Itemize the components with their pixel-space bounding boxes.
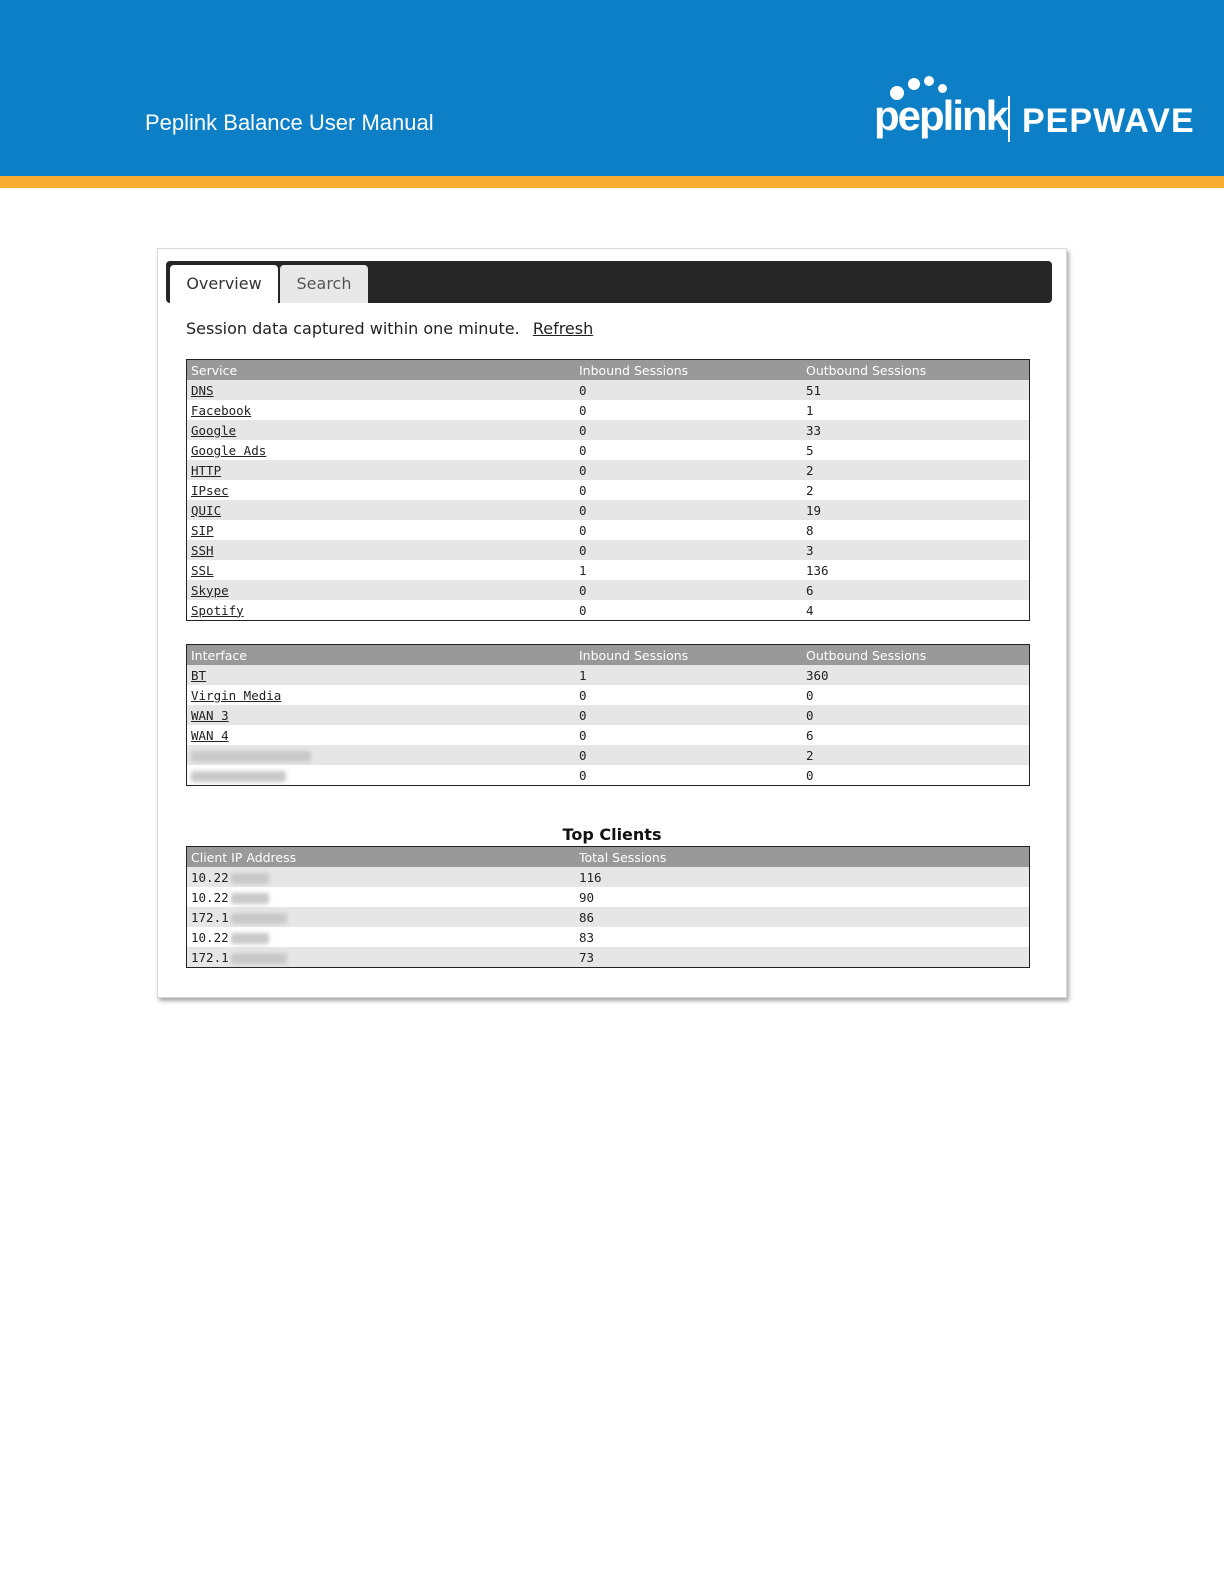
table-row: [187, 765, 1030, 786]
manual-title: Peplink Balance User Manual: [145, 110, 434, 135]
cell: 0: [575, 745, 802, 765]
table-row: [187, 560, 1030, 580]
cell: 0: [575, 600, 802, 621]
table-row: [187, 745, 1030, 765]
service-table: [186, 359, 1030, 621]
table-row: [187, 600, 1030, 621]
table-row: [187, 540, 1030, 560]
column-header: Outbound Sessions: [802, 645, 1030, 666]
cell: 136: [802, 560, 1030, 580]
cell: 1: [802, 400, 1030, 420]
tab-overview[interactable]: Overview: [170, 265, 278, 303]
logo-divider: [1008, 96, 1010, 142]
cell: 0: [575, 765, 802, 786]
cell: 90: [575, 887, 1030, 907]
table-row: [187, 725, 1030, 745]
cell: 2: [802, 745, 1030, 765]
cell: 1: [575, 560, 802, 580]
cell: 2: [802, 480, 1030, 500]
interface-table: [186, 644, 1030, 786]
cell: 6: [802, 725, 1030, 745]
table-row: [187, 867, 1030, 887]
top-clients-title: Top Clients: [562, 825, 662, 844]
table-row: [187, 500, 1030, 520]
cell: 360: [802, 665, 1030, 685]
column-header: Service: [187, 360, 576, 381]
cell: 33: [802, 420, 1030, 440]
cell: 0: [575, 725, 802, 745]
client-ip: 10.22: [191, 889, 229, 905]
service-link[interactable]: Google: [191, 422, 237, 438]
interface-link[interactable]: WAN 4: [191, 727, 229, 743]
table-row: [187, 580, 1030, 600]
column-header: Client IP Address: [187, 847, 576, 868]
service-link[interactable]: SIP: [191, 522, 214, 538]
column-header: Outbound Sessions: [802, 360, 1030, 381]
cell: 0: [575, 580, 802, 600]
header-stripe: [0, 176, 1224, 188]
client-ip: 10.22: [191, 869, 229, 885]
cell: 8: [802, 520, 1030, 540]
table-row: [187, 400, 1030, 420]
service-link[interactable]: SSH: [191, 542, 214, 558]
service-link[interactable]: Google Ads: [191, 442, 267, 458]
table-row: [187, 480, 1030, 500]
cell: 0: [802, 765, 1030, 786]
cell: 0: [575, 685, 802, 705]
session-overview-panel: [157, 248, 1067, 998]
cell: 83: [575, 927, 1030, 947]
logo-peplink: peplink: [874, 92, 1008, 139]
table-row: [187, 460, 1030, 480]
tab-search[interactable]: Search: [280, 265, 368, 303]
table-row: [187, 520, 1030, 540]
cell: 0: [575, 520, 802, 540]
cell: 0: [802, 705, 1030, 725]
header-banner: [0, 0, 1224, 176]
cell: 2: [802, 460, 1030, 480]
service-link[interactable]: Skype: [191, 582, 229, 598]
brand-logo: [874, 76, 1195, 146]
client-ip: 172.1: [191, 909, 229, 925]
interface-link[interactable]: Virgin Media: [191, 687, 282, 703]
service-link[interactable]: Facebook: [191, 402, 252, 418]
cell: 51: [802, 380, 1030, 400]
cell: 0: [575, 440, 802, 460]
cell: 5: [802, 440, 1030, 460]
service-link[interactable]: QUIC: [191, 502, 222, 518]
tab-bar: [166, 261, 1052, 303]
redacted-ip: [231, 873, 269, 884]
table-row: [187, 380, 1030, 400]
table-header-row: [187, 847, 1030, 868]
table-row: [187, 947, 1030, 968]
service-link[interactable]: DNS: [191, 382, 214, 398]
cell: 0: [575, 400, 802, 420]
cell: 19: [802, 500, 1030, 520]
column-header: Interface: [187, 645, 576, 666]
client-ip: 172.1: [191, 949, 229, 965]
refresh-link[interactable]: Refresh: [532, 319, 594, 338]
table-row: [187, 420, 1030, 440]
table-row: [187, 927, 1030, 947]
cell: 1: [575, 665, 802, 685]
redacted-ip: [231, 953, 287, 964]
column-header: Total Sessions: [575, 847, 1030, 868]
service-link[interactable]: HTTP: [191, 462, 222, 478]
logo-pepwave: PEPWAVE: [1022, 102, 1195, 140]
cell: 0: [575, 460, 802, 480]
cell: 0: [575, 540, 802, 560]
cell: 0: [575, 420, 802, 440]
redacted-interface-name: [191, 771, 286, 782]
cell: 0: [575, 705, 802, 725]
table-header-row: [187, 360, 1030, 381]
service-link[interactable]: Spotify: [191, 602, 244, 618]
table-row: [187, 440, 1030, 460]
session-note: [186, 319, 593, 338]
cell: 0: [575, 480, 802, 500]
column-header: Inbound Sessions: [575, 645, 802, 666]
interface-link[interactable]: WAN 3: [191, 707, 229, 723]
service-link[interactable]: SSL: [191, 562, 214, 578]
table-row: [187, 665, 1030, 685]
cell: 6: [802, 580, 1030, 600]
cell: 0: [802, 685, 1030, 705]
table-row: [187, 887, 1030, 907]
cell: 0: [575, 380, 802, 400]
cell: 86: [575, 907, 1030, 927]
cell: 73: [575, 947, 1030, 968]
session-note-text: Session data captured within one minute.: [186, 319, 520, 338]
cell: 3: [802, 540, 1030, 560]
redacted-ip: [231, 893, 269, 904]
cell: 116: [575, 867, 1030, 887]
interface-link[interactable]: BT: [191, 667, 207, 683]
table-header-row: [187, 645, 1030, 666]
client-ip: 10.22: [191, 929, 229, 945]
service-link[interactable]: IPsec: [191, 482, 229, 498]
table-row: [187, 685, 1030, 705]
top-clients-table: [186, 846, 1030, 968]
table-row: [187, 907, 1030, 927]
table-row: [187, 705, 1030, 725]
cell: 0: [575, 500, 802, 520]
redacted-ip: [231, 933, 269, 944]
redacted-interface-name: [191, 751, 311, 762]
redacted-ip: [231, 913, 287, 924]
column-header: Inbound Sessions: [575, 360, 802, 381]
cell: 4: [802, 600, 1030, 621]
